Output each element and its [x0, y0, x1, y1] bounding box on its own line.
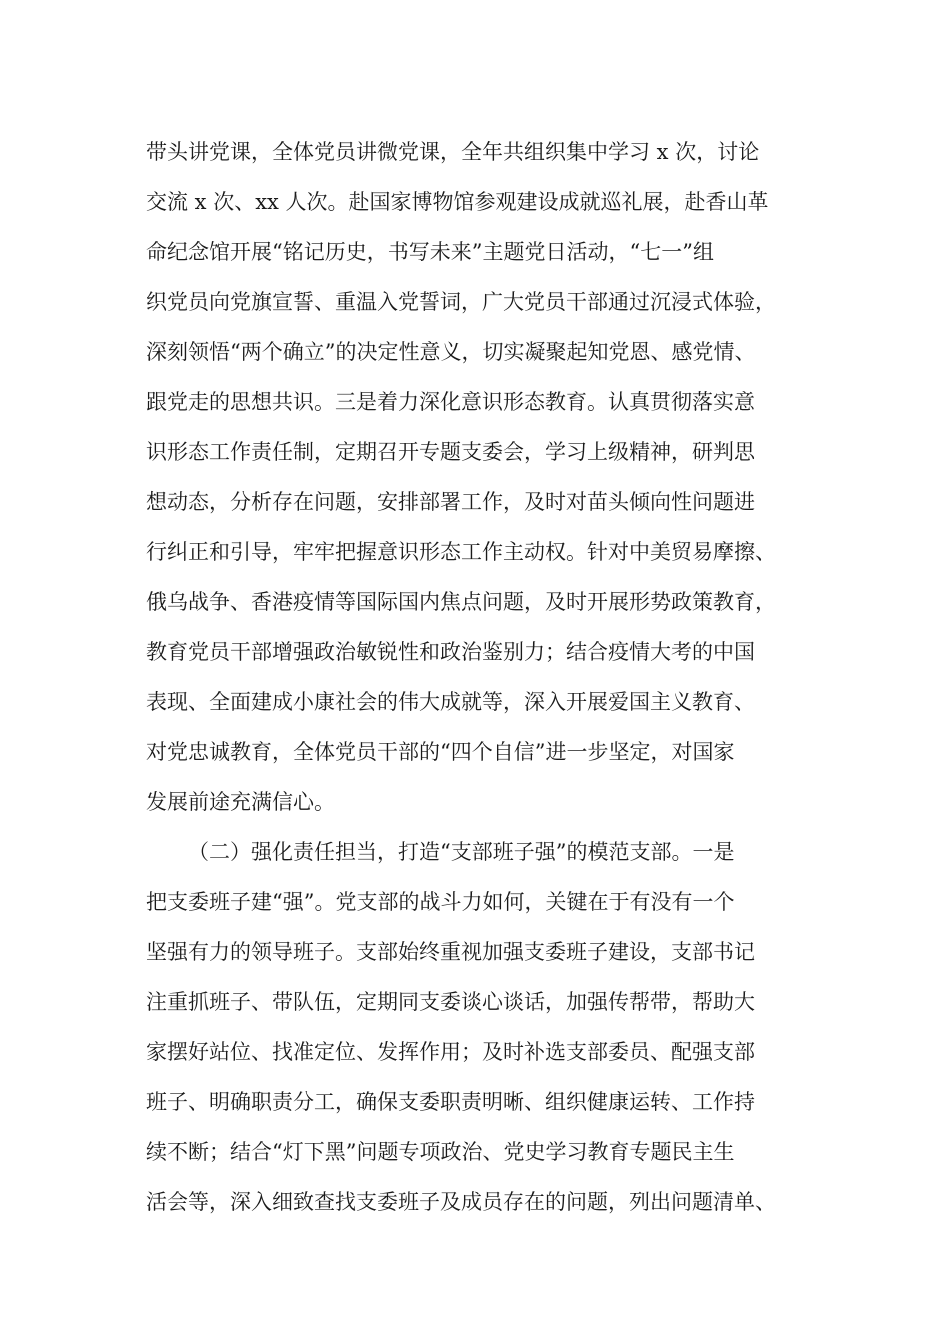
section-heading-line: （二）强化责任担当，打造“支部班子强”的模范支部。一是 — [188, 840, 735, 864]
text-line: 班子、明确职责分工，确保支委职责明晰、组织健康运转、工作持 — [146, 1090, 755, 1114]
text-line: 命纪念馆开展“铭记历史，书写未来”主题党日活动，“七一”组 — [146, 240, 714, 264]
text-line: 织党员向党旗宣誓、重温入党誓词，广大党员干部通过沉浸式体验， — [146, 290, 776, 314]
text-line: 表现、全面建成小康社会的伟大成就等，深入开展爱国主义教育、 — [146, 690, 755, 714]
text-line: 家摆好站位、找准定位、发挥作用；及时补选支部委员、配强支部 — [146, 1040, 755, 1064]
text-line: 深刻领悟“两个确立”的决定性意义，切实凝聚起知党恩、感党情、 — [146, 340, 756, 364]
text-line: 行纠正和引导，牢牢把握意识形态工作主动权。针对中美贸易摩擦、 — [146, 540, 776, 564]
text-line: 注重抓班子、带队伍，定期同支委谈心谈话，加强传帮带，帮助大 — [146, 990, 755, 1014]
text-line: 俄乌战争、香港疫情等国际国内焦点问题，及时开展形势政策教育， — [146, 590, 776, 614]
text-line: 对党忠诚教育，全体党员干部的“四个自信”进一步坚定，对国家 — [146, 740, 735, 764]
text-line: 续不断；结合“灯下黑”问题专项政治、党史学习教育专题民主生 — [146, 1140, 735, 1164]
text-line: 带头讲党课，全体党员讲微党课，全年共组织集中学习 x 次，讨论 — [146, 140, 760, 164]
text-line: 教育党员干部增强政治敏锐性和政治鉴别力；结合疫情大考的中国 — [146, 640, 755, 664]
text-line: 交流 x 次、xx 人次。赴国家博物馆参观建设成就巡礼展，赴香山革 — [146, 190, 769, 214]
text-line: 想动态，分析存在问题，安排部署工作，及时对苗头倾向性问题进 — [146, 490, 755, 514]
text-line: 把支委班子建“强”。党支部的战斗力如何，关键在于有没有一个 — [146, 890, 735, 914]
text-line: 识形态工作责任制，定期召开专题支委会，学习上级精神，研判思 — [146, 440, 755, 464]
text-line: 坚强有力的领导班子。支部始终重视加强支委班子建设，支部书记 — [146, 940, 755, 964]
text-line: 跟党走的思想共识。三是着力深化意识形态教育。认真贯彻落实意 — [146, 390, 755, 414]
text-line: 活会等，深入细致查找支委班子及成员存在的问题，列出问题清单、 — [146, 1190, 776, 1214]
text-line: 发展前途充满信心。 — [146, 790, 335, 814]
